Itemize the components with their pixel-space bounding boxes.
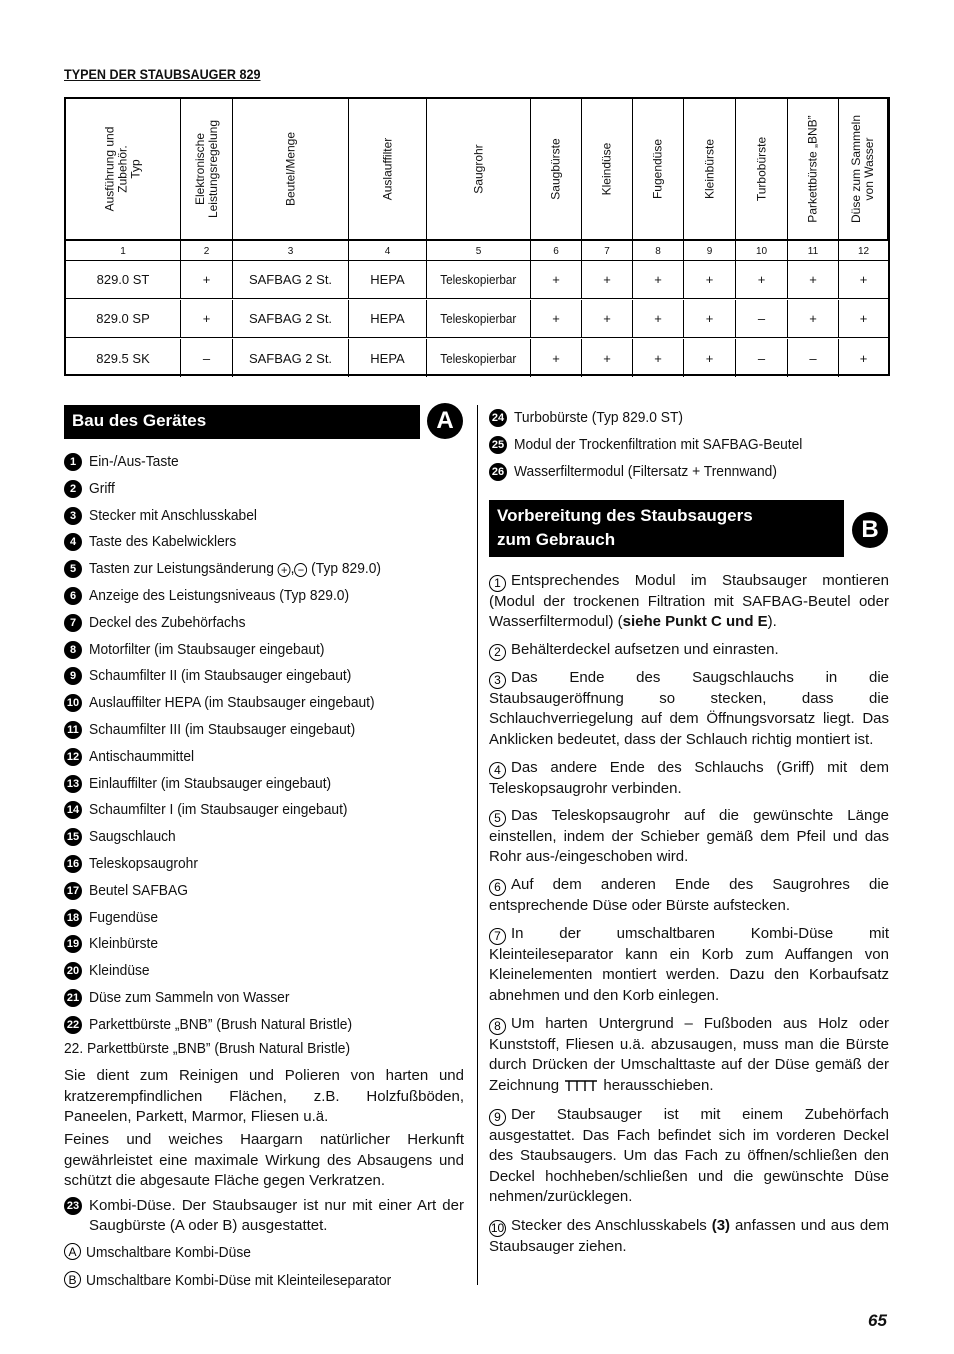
table-cell-value: + (552, 350, 560, 366)
list-item (64, 774, 352, 794)
item-label: Düse zum Sammeln von Wasser (89, 989, 290, 1006)
section-b-title (489, 500, 844, 557)
step-text: Der Staubsauger ist mit einem Zubehörfach ausgestattet. Das Fach befindet sich im vorderen Deckel des Staubsaugers. Um das Fach zu öffnen/schließen den Deckel hochheben/schließen und die gewünschte Düse nehmen/zurücklegen. (489, 1106, 889, 1206)
step-number-badge: 1 (489, 575, 506, 592)
item-number-badge: 26 (489, 463, 507, 481)
list-item (64, 934, 164, 954)
table-cell (66, 261, 181, 298)
table-cell-value: Teleskopierbar (440, 350, 517, 366)
table-cell (427, 261, 531, 298)
item-label: Schaumfilter I (im Staubsauger eingebaut) (89, 801, 348, 819)
table-row (66, 261, 888, 299)
item-text (89, 693, 375, 713)
list-item (64, 1271, 418, 1291)
item-text (89, 774, 331, 794)
item-number-badge: 4 (64, 533, 82, 551)
minus-symbol-icon: − (294, 563, 307, 577)
step-text-end: herausschieben. (603, 1076, 714, 1094)
step-item (489, 1216, 889, 1257)
table-row (66, 300, 888, 338)
table-header-label: Auslauffilter (380, 137, 394, 201)
step-number-badge: 6 (489, 879, 506, 896)
step-number-badge: 9 (489, 1109, 506, 1126)
table-cell (349, 261, 427, 298)
step-text: Entsprechendes Modul im Staubsauger montieren (Modul der trockenen Filtration mit SAFBAG-Beutel oder Wasserfiltermodul) ( (489, 572, 889, 631)
table-header-label: Saugbürste (548, 138, 563, 200)
table-cell (531, 261, 582, 298)
list-item (64, 1196, 464, 1236)
step-bold-ref: siehe Punkt C und E (622, 613, 768, 631)
table-cell (531, 339, 582, 377)
table-cell-value: + (705, 311, 714, 326)
brush-symbol-icon (563, 1079, 599, 1096)
table-cell-value: HEPA (370, 311, 405, 326)
table-number-label: 1 (120, 245, 126, 257)
item-text (89, 479, 115, 499)
table-number-cell (66, 241, 181, 261)
item-label: Schaumfilter III (im Staubsauger eingebaut) (89, 721, 356, 738)
item-text: Umschaltbare Kombi-Düse (86, 1244, 251, 1261)
list-item (64, 988, 307, 1008)
table-cell (839, 261, 888, 298)
table-cell (736, 339, 788, 377)
item-label: Kleindüse (89, 962, 150, 980)
item-text (89, 827, 176, 847)
item-text (89, 586, 349, 606)
step-number-badge: 8 (489, 1018, 506, 1035)
table-cell (427, 339, 531, 377)
item-label: Deckel des Zubehörfachs (89, 613, 246, 631)
step-text: Stecker des Anschlusskabels (511, 1217, 712, 1234)
list-item (64, 452, 187, 472)
table-cell (181, 300, 233, 337)
table-cell-value: + (705, 272, 714, 287)
list-item (64, 559, 406, 579)
item-number-badge: 24 (489, 409, 507, 427)
table-cell-value: + (859, 272, 868, 287)
item-label: Schaumfilter II (im Staubsauger eingebaut) (89, 667, 352, 685)
table-cell (233, 339, 349, 377)
section-b-title-line2: zum Gebrauch (497, 530, 616, 549)
table-header-label: Saugrohr (471, 144, 485, 194)
list-item (64, 666, 374, 686)
table-cell (66, 339, 181, 377)
item-text (89, 934, 158, 954)
item-text: Modul der Trockenfiltration mit SAFBAG-Beutel (514, 436, 803, 453)
table-header-label: Kleindüse (599, 142, 614, 196)
list-item (64, 1015, 375, 1035)
list-item (64, 908, 164, 928)
table-cell (181, 339, 233, 377)
item-text (89, 1015, 352, 1035)
table-cell (233, 300, 349, 337)
table-number-label: 9 (706, 245, 713, 257)
item-label: Ein-/Aus-Taste (89, 453, 179, 470)
table-cell (736, 261, 788, 298)
table-header-cell (736, 99, 788, 239)
item-22-plain (64, 1039, 375, 1059)
item-label: Einlauffilter (im Staubsauger eingebaut) (89, 774, 332, 792)
item-number-badge: 13 (64, 775, 82, 793)
table-cell (427, 300, 531, 337)
table-cell-value: + (603, 272, 611, 287)
table-number-cell (633, 241, 684, 261)
list-item (64, 854, 207, 874)
step-text: Das Teleskopsaugrohr auf die gewünschte Länge einstellen, indem der Schieber gemäß dem Pfeil und das Rohr aus-/eingeschoben wird. (489, 807, 889, 866)
item-number-badge: 9 (64, 667, 82, 685)
table-cell (736, 300, 788, 337)
table-number-label: 12 (857, 245, 870, 257)
step-item (489, 924, 889, 1006)
item-number-badge: 11 (64, 721, 82, 739)
section-a-title: Bau des Gerätes (64, 405, 420, 439)
list-item (64, 640, 345, 660)
table-header-cell (582, 99, 633, 239)
table-cell-value: SAFBAG 2 St. (248, 272, 333, 287)
item-number-badge: 5 (64, 560, 82, 578)
table-cell-value: + (859, 350, 868, 366)
table-cell (788, 339, 839, 377)
step-text: Das Ende des Saugschlauchs in die Staubsaugeröffnung so stecken, dass die Schlauchverriegelung auf dem Öffnungsvorsatz liegt. Das Anklicken bedeutet, dass der Schlauch richtig montiert ist. (489, 669, 889, 748)
table-number-cell (582, 241, 633, 261)
item-number-badge: 25 (489, 436, 507, 454)
list-item (64, 881, 197, 901)
item-text (89, 666, 351, 686)
table-cell (349, 339, 427, 377)
table-header-label: Elektronische Leistungsregelung (192, 119, 220, 219)
step-item (489, 571, 889, 633)
list-item (64, 720, 378, 740)
item-text: Kombi-Düse. Der Staubsauger ist nur mit einer Art der Saugbürste (A oder B) ausgestattet. (89, 1197, 464, 1234)
table-header-label: Turbobürste (754, 136, 768, 202)
item-text (89, 640, 324, 660)
table-header-label: Kleinbürste (702, 138, 716, 200)
item-label: Stecker mit Anschlusskabel (89, 506, 257, 524)
step-number-badge: 5 (489, 810, 506, 827)
list-item (489, 462, 800, 482)
item-number-badge: 16 (64, 855, 82, 873)
table-cell (788, 261, 839, 298)
item-text (89, 532, 236, 552)
section-a-letter: A (427, 403, 463, 439)
table-number-cell (531, 241, 582, 261)
item-text: Umschaltbare Kombi-Düse mit Kleinteileseparator (86, 1272, 392, 1289)
table-cell-value: + (552, 272, 560, 287)
item-label: Fugendüse (89, 908, 159, 926)
list-item (64, 747, 203, 767)
item-suffix: (Typ 829.0) (311, 560, 381, 578)
table-header-cell (531, 99, 582, 239)
item-letter-badge: A (64, 1243, 81, 1260)
step-item (489, 1014, 889, 1098)
item-text (89, 854, 198, 874)
step-number-badge: 3 (489, 672, 506, 689)
item-label: Antischaummittel (89, 747, 195, 765)
step-item (489, 640, 889, 661)
list-item (64, 479, 117, 499)
item-number-badge: 2 (64, 480, 82, 498)
item-number-badge: 12 (64, 748, 82, 766)
step-item (489, 806, 889, 868)
table-header-cell (349, 99, 427, 239)
item-label: Saugschlauch (89, 828, 176, 846)
list-item (64, 613, 259, 633)
item-text (89, 452, 179, 472)
item-text (89, 961, 150, 981)
table-number-label: 6 (553, 245, 559, 257)
table-cell-value: + (757, 272, 766, 287)
table-number-cell (684, 241, 736, 261)
item-number-badge: 1 (64, 453, 82, 471)
item-label: Tasten zur Leistungsänderung (89, 560, 274, 578)
table-cell (684, 339, 736, 377)
step-item (489, 668, 889, 750)
table-number-label: 8 (655, 245, 661, 257)
item-number-badge: 3 (64, 507, 82, 525)
table-cell-value: + (202, 272, 211, 287)
table-number-label: 4 (384, 245, 391, 257)
item-number-badge: 15 (64, 828, 82, 846)
item-number-badge: 14 (64, 801, 82, 819)
list-item (64, 532, 249, 552)
table-number-row (66, 239, 888, 261)
column-divider (477, 405, 478, 1285)
table-number-cell (181, 241, 233, 261)
step-item (489, 875, 889, 916)
item-text (89, 881, 188, 901)
table-number-label: 11 (807, 245, 819, 257)
list-item (64, 961, 155, 981)
item-label: Beutel SAFBAG (89, 881, 188, 899)
table-number-cell (349, 241, 427, 261)
step-bold-ref: (3) (711, 1217, 731, 1234)
table-cell-value: + (552, 311, 560, 326)
table-number-label: 5 (475, 245, 482, 257)
item-22-plain-text: 22. Parkettbürste „BNB” (Brush Natural Bristle) (64, 1040, 351, 1057)
table-cell (633, 339, 684, 377)
item-number-badge: 20 (64, 962, 82, 980)
table-cell (633, 261, 684, 298)
table-cell-value: Teleskopierbar (440, 311, 517, 326)
item-label: Kleinbürste (89, 935, 159, 953)
table-cell (233, 261, 349, 298)
table-header-cell (233, 99, 349, 239)
item-number-badge: 21 (64, 989, 82, 1007)
step-number-badge: 2 (489, 644, 506, 661)
table-cell (582, 339, 633, 377)
list-item (64, 800, 370, 820)
table-cell (633, 300, 684, 337)
section-b-title-line1: Vorbereitung des Staubsaugers (497, 506, 753, 525)
table-cell-value: – (809, 350, 817, 366)
list-item (64, 1243, 265, 1263)
item-number-badge: 6 (64, 587, 82, 605)
item-label: Auslauffilter HEPA (im Staubsauger eingebaut) (89, 694, 375, 712)
section-b-letter: B (852, 512, 888, 548)
table-cell (66, 300, 181, 337)
item-text (89, 908, 158, 928)
table-cell-value: – (757, 311, 766, 326)
step-number-badge: 7 (489, 928, 506, 945)
table-cell-value: + (859, 311, 868, 326)
table-header-label: Düse zum Sammeln von Wasser (849, 114, 876, 224)
table-cell-value: HEPA (370, 350, 405, 366)
item-label: Parkettbürste „BNB” (Brush Natural Bristle) (89, 1015, 353, 1033)
page-number: 65 (868, 1311, 887, 1330)
list-item (64, 506, 272, 526)
item-number-badge: 18 (64, 909, 82, 927)
step-text: Behälterdeckel aufsetzen und einrasten. (511, 641, 779, 658)
types-table (64, 97, 890, 376)
item-text (89, 613, 245, 633)
item-text (89, 506, 257, 526)
table-header-label: Parkettbürste „BNB” (805, 115, 820, 223)
step-text: Das andere Ende des Schlauchs (Griff) mit dem Teleskopsaugrohr verbinden. (489, 759, 889, 797)
table-cell-value: SAFBAG 2 St. (248, 350, 333, 366)
page-title: TYPEN DER STAUBSAUGER 829 (64, 66, 261, 82)
item-number-badge: 7 (64, 614, 82, 632)
table-header-label: Ausführung und Zubehör. Typ (102, 126, 143, 212)
step-text: Auf dem anderen Ende des Saugrohres die entsprechende Düse oder Bürste aufstecken. (489, 876, 889, 914)
item-number-badge: 19 (64, 935, 82, 953)
table-cell-value: + (705, 350, 714, 366)
table-cell-value: + (603, 350, 611, 366)
item-number-badge: 17 (64, 882, 82, 900)
table-cell (531, 300, 582, 337)
list-item (64, 586, 372, 606)
item-label: Anzeige des Leistungsniveaus (Typ 829.0) (89, 587, 350, 604)
table-cell (684, 261, 736, 298)
table-header-cell (633, 99, 684, 239)
table-cell (349, 300, 427, 337)
table-number-label: 10 (755, 245, 768, 257)
table-header-cell (181, 99, 233, 239)
item-label: Griff (89, 479, 115, 497)
table-number-cell (427, 241, 531, 261)
table-cell (582, 261, 633, 298)
step-text-end: anfassen und aus dem Staubsauger ziehen. (489, 1217, 889, 1255)
table-number-cell (788, 241, 839, 261)
table-cell-value: + (809, 272, 817, 287)
table-cell (181, 261, 233, 298)
table-cell-value: + (654, 272, 662, 287)
table-header-cell (684, 99, 736, 239)
table-cell-value: + (654, 350, 662, 366)
table-header-cell (427, 99, 531, 239)
table-number-label: 7 (604, 245, 610, 257)
item-label: Motorfilter (im Staubsauger eingebaut) (89, 640, 325, 658)
step-item (489, 1105, 889, 1208)
item-number-badge: 23 (64, 1197, 82, 1215)
table-cell (839, 300, 888, 337)
item-number-badge: 10 (64, 694, 82, 712)
table-cell-value: HEPA (370, 272, 405, 287)
list-item (489, 435, 827, 455)
table-header-cell (788, 99, 839, 239)
step-item (489, 758, 889, 799)
step-text: Um harten Untergrund – Fußboden aus Holz oder Kunststoff, Fliesen u.ä. abzusaugen, muss man die Bürste durch Drücken der Umschalttaste auf der Düse gemäß der Zeichnung (489, 1015, 889, 1094)
item-label: Teleskopsaugrohr (89, 855, 198, 872)
list-item (64, 827, 183, 847)
table-cell (684, 300, 736, 337)
item-number-badge: 8 (64, 641, 82, 659)
table-cell (788, 300, 839, 337)
table-cell-value: + (603, 311, 611, 326)
list-item (64, 693, 399, 713)
table-cell-value: 829.0 SP (96, 311, 150, 326)
step-text: In der umschaltbaren Kombi-Düse mit Kleinteileseparator kann ein Korb zum Auffangen von Kleinelementen montiert werden. Dazu den Korbaufsatz abnehmen und den Korb einlegen. (489, 925, 889, 1004)
paragraph-bnb-use: Sie dient zum Reinigen und Polieren von harten und kratzerempfindlichen Flächen, z.B. Holzfußböden, Paneelen, Parkett, Marmor, Fliesen u.ä. (64, 1067, 464, 1125)
step-number-badge: 10 (490, 1221, 505, 1235)
list-item (489, 408, 698, 428)
plus-symbol-icon: + (278, 563, 291, 577)
table-number-cell (233, 241, 349, 261)
table-cell (582, 300, 633, 337)
table-cell (839, 339, 888, 377)
item-label: Taste des Kabelwicklers (89, 533, 237, 551)
table-number-label: 3 (287, 245, 294, 257)
item-text: Wasserfiltermodul (Filtersatz + Trennwand) (514, 463, 777, 480)
item-text (89, 747, 194, 767)
table-cell-value: + (202, 311, 211, 326)
table-header-cell (66, 99, 181, 239)
table-cell-value: 829.5 SK (96, 350, 150, 366)
table-cell-value: + (654, 311, 662, 326)
table-number-cell (736, 241, 788, 261)
item-text (89, 720, 355, 740)
table-cell-value: – (757, 350, 766, 366)
item-text: Turbobürste (Typ 829.0 ST) (514, 409, 684, 426)
table-cell-value: + (809, 311, 817, 326)
step-text-end: ). (767, 613, 777, 631)
table-cell-value: – (202, 350, 211, 366)
table-header-label: Fugendüse (650, 138, 665, 200)
table-cell-value: SAFBAG 2 St. (248, 311, 333, 326)
paragraph-bnb-bristle: Feines und weiches Haargarn natürlicher Herkunft gewährleistet eine maximale Wirkung des Absaugens und schützt die abgesaute Fläche gegen Verkratzen. (64, 1131, 464, 1189)
table-number-label: 2 (203, 245, 210, 257)
table-header-cell (839, 99, 888, 239)
step-number-badge: 4 (489, 762, 506, 779)
item-text: Tasten zur Leistungsänderung + , − (Typ 829.0) (89, 560, 381, 578)
item-letter-badge: B (64, 1271, 81, 1288)
table-cell-value: Teleskopierbar (440, 272, 517, 287)
item-text (89, 988, 289, 1008)
item-text (89, 800, 348, 820)
table-number-cell (839, 241, 888, 261)
item-number-badge: 22 (64, 1016, 82, 1034)
table-header-label: Beutel/Menge (283, 131, 297, 207)
table-cell-value: 829.0 ST (96, 272, 150, 287)
